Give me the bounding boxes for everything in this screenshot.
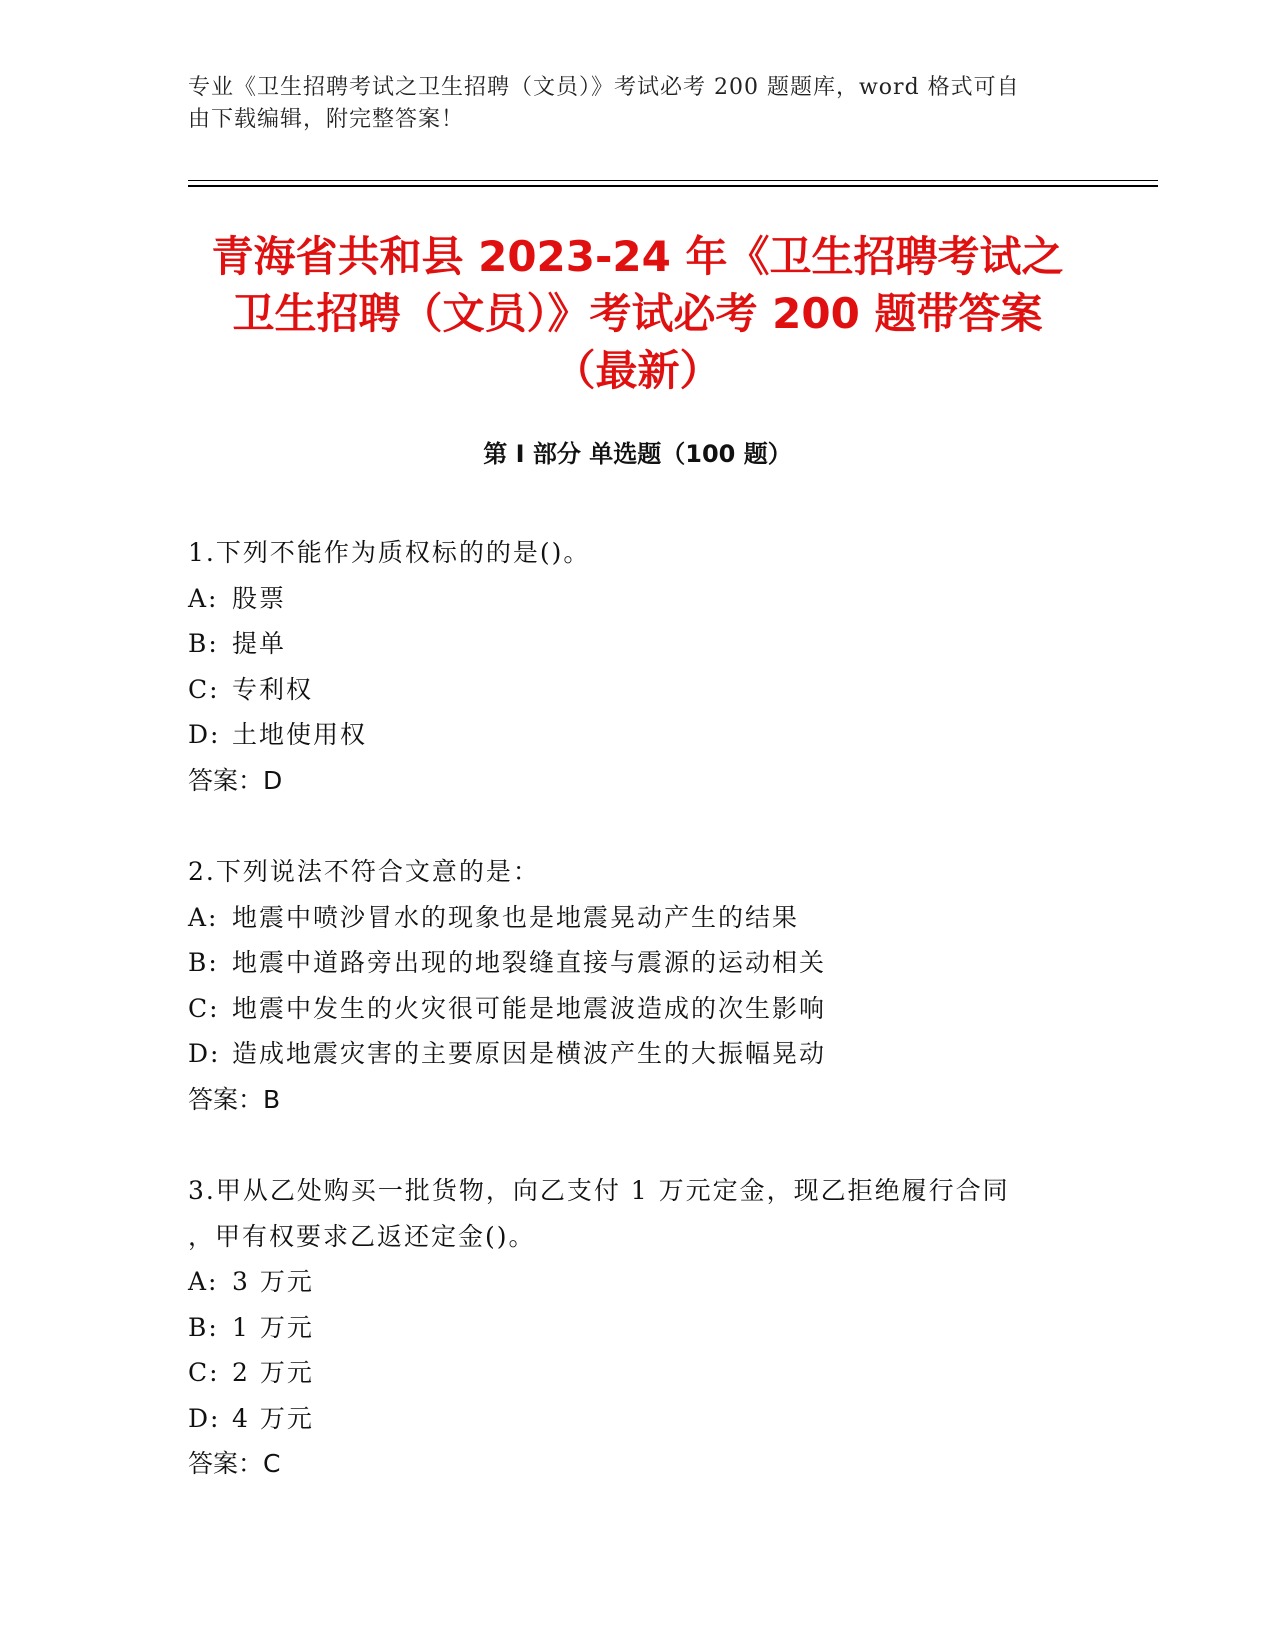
option-letter: C: <box>188 993 220 1023</box>
option-c <box>188 986 1088 1032</box>
option-letter: D: <box>188 1039 221 1068</box>
question-1 <box>188 530 1088 803</box>
header-note <box>188 72 1088 136</box>
option-letter: D: <box>188 1403 221 1433</box>
header-note-line-1: 专业《卫生招聘考试之卫生招聘（文员）》考试必考 200 题题库，word 格式可自 <box>188 75 1020 100</box>
option-letter: C: <box>188 1358 220 1387</box>
option-text: 1 万元 <box>232 1312 314 1342</box>
option-letter: C: <box>188 674 220 704</box>
option-b <box>188 621 1088 667</box>
question-stem: 2.下列说法不符合文意的是： <box>188 857 540 886</box>
question-3 <box>188 1168 1088 1487</box>
answer-text: 答案：C <box>188 1449 281 1478</box>
option-text: 股票 <box>232 583 287 613</box>
header-note-line-2: 由下载编辑，附完整答案！ <box>188 107 465 132</box>
section-title: 第 I 部分 单选题（100 题） <box>483 440 792 468</box>
option-c <box>188 1350 1088 1396</box>
option-a <box>188 895 1088 941</box>
option-d <box>188 1396 1088 1442</box>
question-stem-line-1: 3.甲从乙处购买一批货物，向乙支付 1 万元定金，现乙拒绝履行合同 <box>188 1176 1010 1205</box>
option-d <box>188 1031 1088 1077</box>
document-title <box>170 228 1105 399</box>
option-letter: B: <box>188 1312 219 1342</box>
question-stem-line-2: ，甲有权要求乙返还定金()。 <box>188 1221 536 1251</box>
header-divider-thick <box>188 185 1158 187</box>
option-text: 提单 <box>232 629 287 658</box>
question-stem: 1.下列不能作为质权标的的是()。 <box>188 538 591 567</box>
option-text: 地震中发生的火灾很可能是地震波造成的次生影响 <box>232 993 827 1023</box>
document-title-line-3: （最新） <box>553 346 722 395</box>
option-letter: A: <box>188 583 219 613</box>
option-text: 2 万元 <box>232 1358 314 1387</box>
option-text: 土地使用权 <box>232 720 368 749</box>
option-text: 地震中喷沙冒水的现象也是地震晃动产生的结果 <box>232 902 800 932</box>
option-letter: B: <box>188 948 219 977</box>
answer-text: 答案：B <box>188 1084 281 1114</box>
option-b <box>188 940 1088 986</box>
option-b <box>188 1305 1088 1351</box>
option-text: 造成地震灾害的主要原因是横波产生的大振幅晃动 <box>232 1039 827 1068</box>
option-letter: A: <box>188 902 219 932</box>
question-2 <box>188 849 1088 1122</box>
option-a <box>188 576 1088 622</box>
option-c <box>188 667 1088 713</box>
option-a <box>188 1259 1088 1305</box>
document-title-line-2: 卫生招聘（文员）》考试必考 200 题带答案 <box>232 289 1043 338</box>
option-text: 4 万元 <box>232 1403 314 1433</box>
option-text: 地震中道路旁出现的地裂缝直接与震源的运动相关 <box>232 948 827 977</box>
question-list <box>188 530 1088 1533</box>
option-letter: D: <box>188 720 221 749</box>
answer-text: 答案：D <box>188 765 283 795</box>
option-text: 3 万元 <box>232 1267 314 1296</box>
option-letter: B: <box>188 629 219 658</box>
option-letter: A: <box>188 1267 219 1296</box>
option-text: 专利权 <box>232 674 314 704</box>
option-d <box>188 712 1088 758</box>
document-title-line-1: 青海省共和县 2023-24 年《卫生招聘考试之 <box>211 232 1064 281</box>
header-divider-thin <box>188 180 1158 181</box>
